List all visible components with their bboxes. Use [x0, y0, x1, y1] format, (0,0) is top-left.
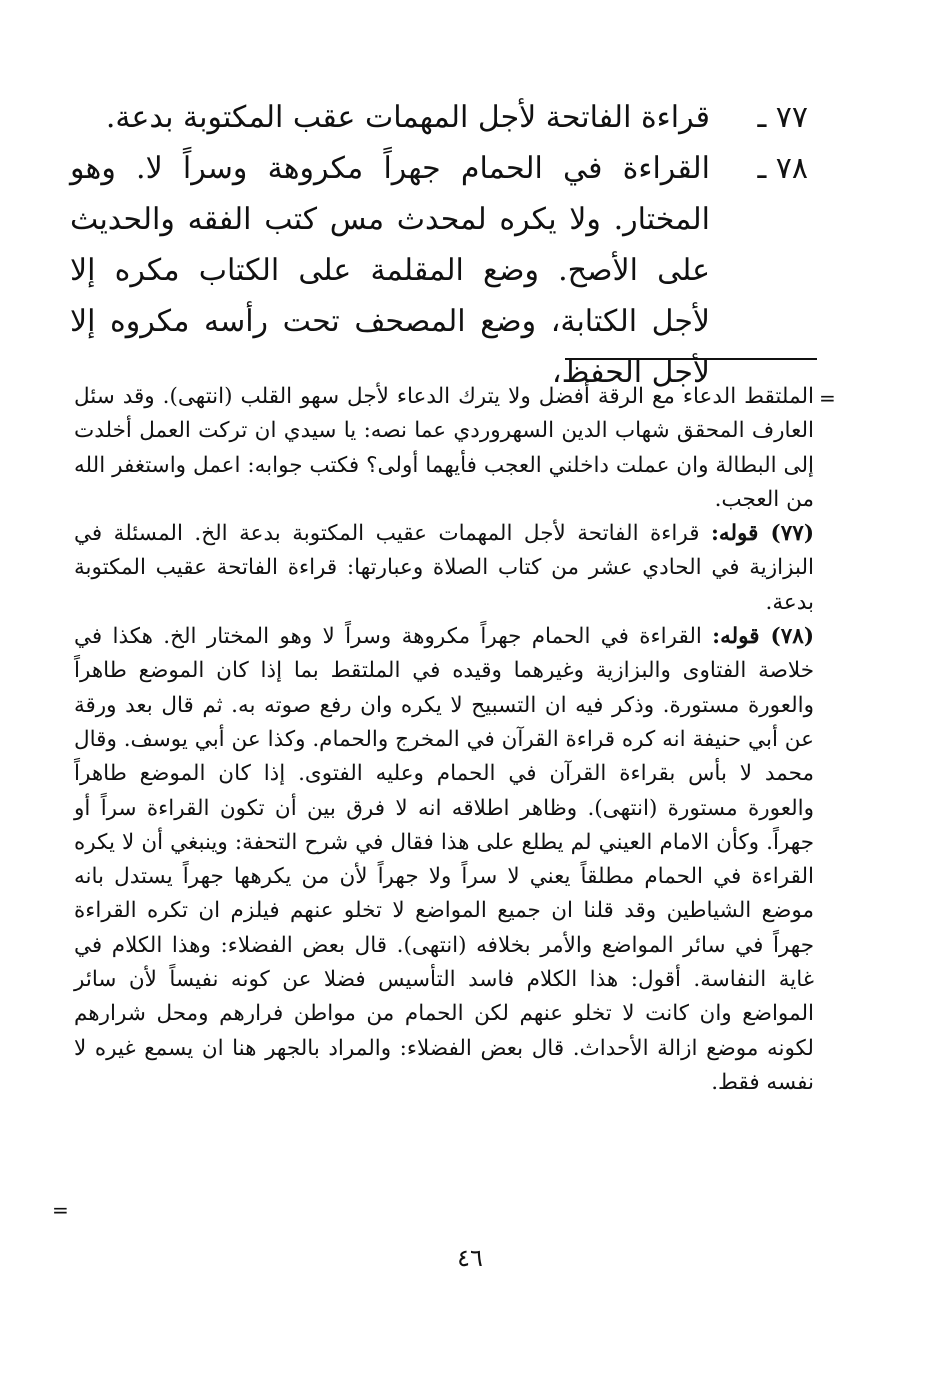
footnote-78 [74, 620, 814, 1100]
footnote-text: القراءة في الحمام جهراً مكروهة وسراً لا وهو المختار الخ. هكذا في خلاصة الفتاوى والبزازية وغيرهما وقيده في الملتقط بما إذا كان الموضع طاهراً والعورة مستورة. وذكر فيه ان التسبيح لا يكره وان رفع صوته به. ثم قال بعد ورقة عن أبي حنيفة انه كره قراءة القرآن في المخرج والحمام. وكذا عن أبي يوسف. وقال محمد لا بأس بقراءة القرآن في الحمام وعليه الفتوى. إذا كان الموضع طاهراً والعورة مستورة (انتهى). وظاهر اطلاقه انه لا فرق بين أن تكون القراءة سراً أو جهراً. وكأن الامام العيني لم يطلع على هذا فقال في شرح التحفة: وينبغي أن لا يكره القراءة في الحمام مطلقاً يعني لا سراً ولا جهراً لأن من يكرهها جهراً يستدل بانه موضع الشياطين وقد قلنا ان جميع المواضع لا تخلو عنهم فيلزم ان تكره القراءة جهراً في سائر المواضع والأمر بخلافه (انتهى). قال بعض الفضلاء: وهذا الكلام في غاية النفاسة. أقول: هذا الكلام فاسد التأسيس فضلا عن كونه نفيساً لأن سائر المواضع وان كانت لا تخلو عنهم لكن الحمام من مواطن فرارهم ومحل شرارهم لكونه موضع ازالة الأحداث. قال بعض الفضلاء: والمراد بالجهر هنا ان يسمع غيره لا نفسه فقط. [74, 624, 814, 1095]
main-text [70, 92, 808, 398]
page-number: ٤٦ [457, 1244, 483, 1272]
footnote-lead: (٧٨) قوله: [712, 624, 814, 650]
footnote-continued [74, 380, 814, 517]
continuation-mark-bottom: = [52, 1198, 69, 1222]
continuation-mark-top: = [819, 386, 836, 410]
main-item-text: قراءة الفاتحة لأجل المهمات عقب المكتوبة بدعة. [105, 100, 710, 135]
main-item-number: ٧٨ ـ [757, 151, 808, 186]
footnote-text: قراءة الفاتحة لأجل المهمات عقيب المكتوبة بدعة الخ. المسئلة في البزازية في الحادي عشر من كتاب الصلاة وعبارتها: قراءة الفاتحة عقيب المكتوبة بدعة. [74, 521, 814, 615]
footnote-77 [74, 517, 814, 620]
main-item-number: ٧٧ ـ [757, 100, 808, 135]
main-item-77 [70, 92, 808, 143]
footnote-separator [565, 358, 817, 360]
footnotes [74, 380, 814, 1100]
footnote-text: الملتقط الدعاء مع الرقة أفضل ولا يترك الدعاء لأجل سهو القلب (انتهى). وقد سئل العارف المحقق شهاب الدين السهروردي عما نصه: يا سيدي ان تركت العمل أخلدت إلى البطالة وان عملت داخلني العجب فأيهما أولى؟ فكتب جوابه: اعمل واستغفر الله من العجب. [74, 384, 814, 512]
main-item-text: القراءة في الحمام جهراً مكروهة وسراً لا. وهو المختار. ولا يكره لمحدث مس كتب الفقه والحديث على الأصح. وضع المقلمة على الكتاب مكره إلا لأجل الكتابة، وضع المصحف تحت رأسه مكروه إلا لأجل الحفظ، [70, 151, 710, 390]
footnote-lead: (٧٧) قوله: [711, 521, 814, 547]
